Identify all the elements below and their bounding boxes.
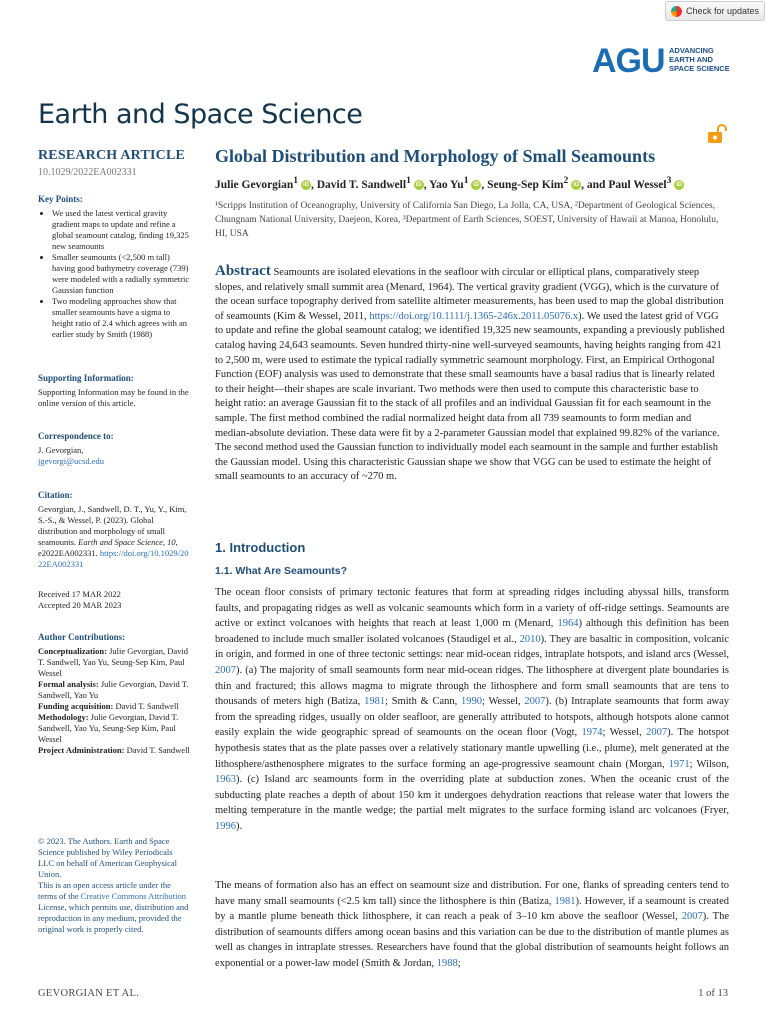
contribution-label: Project Administration:	[38, 745, 125, 755]
subsection-heading: 1.1. What Are Seamounts?	[215, 565, 348, 577]
abstract-doi-link[interactable]: https://doi.org/10.1111/j.1365-246x.2011.05076.x	[369, 310, 579, 322]
citation-year-link[interactable]: 2007	[524, 696, 546, 708]
contribution-label: Funding acquisition:	[38, 701, 114, 711]
citation-year-link[interactable]: 1990	[461, 696, 482, 708]
contribution-text: Julie Gevorgian, David T. Sandwell, Yao Yu, Seung-Sep Kim, Paul Wessel	[38, 712, 179, 744]
paragraph-text: The ocean floor consists of primary tectonic features that form at spreading ridges including abyssal hills, transform faults, and propagating ridges as well as volcanic seamounts which form in a variety of off-ridge settings. Seamounts are active or extinct volcanoes with heights that reach at least 1,000 m (Menard,	[215, 587, 729, 630]
paragraph-text: ; Wessel,	[482, 696, 525, 708]
article-type: RESEARCH ARTICLE	[38, 148, 186, 163]
body-paragraph	[215, 585, 729, 835]
orcid-icon[interactable]: iD	[302, 182, 309, 189]
copyright-line1: © 2023. The Authors. Earth and Space Science published by Wiley Periodicals LLC on behalf of American Geophysical Union.	[38, 836, 178, 879]
citation-year-link[interactable]: 1988	[436, 957, 458, 969]
agu-tag-line: ADVANCING	[669, 46, 714, 55]
section-heading-introduction: 1. Introduction	[215, 540, 306, 555]
citation-year-link[interactable]: 1974	[581, 727, 603, 739]
citation-year-link[interactable]: 1981	[364, 696, 386, 708]
copyright	[38, 836, 190, 935]
paragraph-text: ). The distribution of seamounts differs among ocean basins and this variation can be due to the distribution of mantle plumes as well as changes in intraplate stresses. Researchers have found that the global distribution of seamounts height follows an exponential or a power-law model (Smith & Jordan,	[215, 911, 729, 969]
agu-logo-word: AGU	[592, 42, 665, 80]
agu-logo-tagline	[669, 46, 730, 73]
key-point: • Two modeling approaches show that smaller seamounts have a sigma to height ratio of 2.4 which agrees with an earlier study by Smith (1988)	[52, 296, 190, 340]
citation-year-link[interactable]: 1971	[668, 758, 690, 770]
correspondence-email[interactable]: jgevorgi@ucsd.edu	[38, 456, 104, 466]
author: Seung-Sep Kim$^2$ iD ,	[487, 175, 587, 191]
license-post: License, which permits use, distribution and reproduction in any medium, provided the original work is properly cited.	[38, 902, 189, 934]
author-name: and Paul Wessel	[586, 178, 667, 191]
key-point: • We used the latest vertical gravity gradient maps to update and refine a global seamount catalog, finding 19,325 new seamounts	[52, 208, 190, 252]
contribution-item	[38, 745, 190, 756]
crossmark-icon	[671, 6, 682, 17]
contribution-label: Conceptualization:	[38, 646, 107, 656]
contribution-item	[38, 712, 190, 745]
correspondence-name: J. Gevorgian,	[38, 445, 84, 455]
article-title: Global Distribution and Morphology of Small Seamounts	[215, 146, 656, 166]
paragraph-text: ) although this definition has been broadened to include much smaller isolated volcanoes (Staudigel et al.,	[215, 618, 729, 645]
body-paragraph	[215, 878, 729, 972]
contributions-heading: Author Contributions:	[38, 632, 126, 642]
agu-logo	[592, 44, 742, 80]
paragraph-text: ; Wessel,	[602, 727, 647, 739]
citation-journal: Earth and Space Science, 10,	[78, 537, 178, 547]
check-for-updates-button[interactable]	[665, 1, 765, 21]
author: Yao Yu$^1$ iD ,	[429, 175, 488, 191]
citation-year-link[interactable]: 1964	[557, 618, 579, 630]
page-number: 1 of 13	[698, 988, 728, 999]
citation-year-link[interactable]: 1996	[215, 820, 236, 832]
dates	[38, 589, 190, 611]
article-doi: 10.1029/2022EA002331	[38, 167, 137, 178]
paragraph-text: ). They are basaltic in composition, volcanic in origin, and formed in one of three tectonic settings: near mid-ocean ridges, intraplate hotspots, and island arcs (Wessel,	[215, 633, 729, 661]
citation-year-link[interactable]: 1981	[554, 895, 576, 907]
author-name: Seung-Sep Kim	[487, 178, 564, 191]
orcid-icon[interactable]: iD	[573, 182, 580, 189]
contribution-text: Julie Gevorgian, David T. Sandwell, Yao Yu	[38, 679, 189, 700]
paragraph-text: ). (b) Intraplate seamounts that form away from the spreading ridges, usually on older seafloor, are generally attributed to hotspots, although hotspots alone cannot easily explain the wide geographic spread of seamounts on the ocean floor (Vogt,	[215, 696, 730, 739]
citation	[38, 490, 190, 570]
key-points-heading: Key Points:	[38, 194, 83, 204]
paragraph-text: ).	[236, 820, 243, 832]
author-name: David T. Sandwell	[316, 178, 407, 191]
author-name: Julie Gevorgian	[215, 178, 294, 191]
abstract-heading: Abstract	[215, 263, 271, 279]
citation-pre: Gevorgian, J., Sandwell, D. T., Yu, Y., Kim, S.-S., & Wessel, P. (2023). Global distribution and morphology of small seamounts.	[38, 504, 187, 547]
supporting-heading: Supporting Information:	[38, 373, 134, 383]
open-lock-icon	[707, 124, 729, 149]
supporting-text: Supporting Information may be found in the online version of this article.	[38, 387, 189, 408]
key-points	[38, 194, 190, 340]
contribution-item	[38, 701, 190, 712]
license-pre: This is an open access article under the terms of the	[38, 880, 171, 901]
author: Julie Gevorgian$^1$ iD ,	[215, 175, 317, 191]
abstract-text: ). We used the latest grid of VGG to update and refine the global seamount catalog; we identified 19,325 new seamounts, expanding a previously published catalog having 24,643 seamounts. Seven hundred thirty-nine well-surveyed seamounts, having heights ranging from 421 to 2,500 m, were used to estimate the typical radially symmetric seamount morphology. First, an Empirical Orthogonal Function (EOF) analysis was used to demonstrate that these small seamounts have a basal radius that is linearly related to their height—their shapes are scale invariant. Two methods were then used to compute this characteristic base to height ratio: an average Gaussian fit to the stack of all profiles and an individual Gaussian fit for each seamount in the sample. The first method combined the radial normalized height data from all 739 seamounts to form median and median-absolute deviation. These data were fit by a 2-parameter Gaussian model that explained 99.82% of the variance. The second method used the Gaussian function to individually model each seamount in the sample and further establish the Gaussian model. Using this characteristic Gaussian shape we show that VGG can be used to estimate the height of small seamounts to an accuracy of ~270 m.	[215, 310, 725, 483]
paragraph-text: ). (c) Island arc seamounts form in the overriding plate at subduction zones. When the oceanic crust of the subducting plate reaches a depth of about 150 km it undergoes dehydration reactions that release water that lowers the melting temperature in the mantle wedge; the partial melt migrates to the surface forming island arc volcanoes (Fryer,	[215, 774, 729, 817]
paragraph-text: ). (a) The majority of small seamounts form near mid-ocean ridges. The lithosphere at divergent plate boundaries is thin and fractured; this allows magma to migrate through the lithosphere and form small seamounts that are tens to thousands of meters high (Batiza,	[215, 664, 729, 708]
citation-post: e2022EA002331.	[38, 548, 98, 558]
citation-heading: Citation:	[38, 490, 73, 500]
contribution-text: David T. Sandwell	[115, 701, 179, 711]
citation-year-link[interactable]: 1963	[215, 774, 236, 786]
citation-year-link[interactable]: 2007	[681, 911, 703, 923]
citation-year-link[interactable]: 2007	[215, 664, 236, 676]
orcid-icon[interactable]: iD	[473, 182, 480, 189]
contribution-text: David T. Sandwell	[126, 745, 190, 755]
citation-year-link[interactable]: 2010	[519, 633, 541, 645]
orcid-icon[interactable]: iD	[676, 182, 683, 189]
license-link[interactable]: Creative Commons Attribution	[80, 891, 187, 901]
footer-authors: GEVORGIAN ET AL.	[38, 988, 140, 999]
correspondence-heading: Correspondence to:	[38, 431, 114, 441]
author-affil-sup: 2	[563, 175, 569, 186]
correspondence	[38, 431, 190, 467]
contribution-item	[38, 646, 190, 679]
contribution-label: Formal analysis:	[38, 679, 99, 689]
author-affil-sup: 1	[293, 175, 299, 186]
abstract	[215, 264, 725, 485]
paragraph-text: ). However, if a seamount is created by a mantle plume beneath thick lithosphere, it can reach a peak of 3–10 km above the seafloor (Wessel,	[215, 895, 729, 923]
author: David T. Sandwell$^1$ iD ,	[316, 175, 430, 191]
accepted-date: Accepted 20 MAR 2023	[38, 600, 122, 610]
author-affil-sup: 1	[406, 175, 411, 186]
contribution-item	[38, 679, 190, 701]
agu-tag-line: EARTH AND	[669, 55, 713, 64]
paragraph-text: ;	[457, 957, 461, 969]
author-affil-sup: 1	[463, 175, 469, 186]
affiliations: ¹Scripps Institution of Oceanography, University of California San Diego, La Jolla, CA, USA, ²Department of Geological Sciences, Chungnam National University, Daejeon, Korea, ³Department of Earth Sciences, SOEST, University of Hawaii at Manoa, Honolulu, HI, USA	[215, 201, 719, 239]
agu-tag-line: SPACE SCIENCE	[669, 64, 730, 73]
contribution-text: Julie Gevorgian, David T. Sandwell, Yao Yu, Seung-Sep Kim, Paul Wessel	[38, 646, 189, 678]
paragraph-text: The means of formation also has an effect on seamount size and distribution. For one, flanks of spreading centers tend to have many small seamounts (<2.5 km tall) since the lithosphere is thin (Batiza,	[215, 880, 729, 907]
supporting-info	[38, 373, 190, 409]
paragraph-text: ; Smith & Cann,	[385, 696, 461, 708]
author-name: Yao Yu	[429, 178, 464, 191]
abstract-text: Seamounts are isolated elevations in the seafloor with circular or elliptical plans, comparatively steep slopes, and relatively small summit area (Menard, 1964). The vertical gravity gradient (VGG), which is the curvature of the ocean surface topography derived from satellite altimeter measurements, has been used to map the global distribution of seamounts (Kim & Wessel, 2011,	[215, 267, 724, 322]
paragraph-text: ). The hotspot hypothesis states that as the plate passes over a relatively stationary mantle upwelling (i.e., plume), melt generated at the lithosphere/asthenosphere migrates to the surface forming an age-progressive seamount chain (Morgan,	[215, 727, 730, 770]
received-date: Received 17 MAR 2022	[38, 589, 121, 599]
citation-year-link[interactable]: 2007	[646, 727, 668, 739]
journal-title: Earth and Space Science	[38, 99, 363, 130]
check-for-updates-label: Check for updates	[686, 6, 760, 16]
author-affil-sup: 3	[666, 175, 672, 186]
paragraph-text: ; Wilson,	[689, 758, 730, 770]
author	[586, 175, 684, 191]
citation-text	[38, 504, 190, 570]
key-point: • Smaller seamounts (<2,500 m tall) having good bathymetry coverage (739) were modeled with a radially symmetric Gaussian function	[52, 252, 190, 296]
contribution-label: Methodology:	[38, 712, 89, 722]
author-contributions	[38, 632, 190, 756]
orcid-icon[interactable]: iD	[415, 182, 422, 189]
citation-link[interactable]: https://doi.org/10.1029/2022EA002331	[38, 548, 189, 569]
copyright-line2	[38, 880, 190, 935]
author-list	[215, 175, 684, 191]
